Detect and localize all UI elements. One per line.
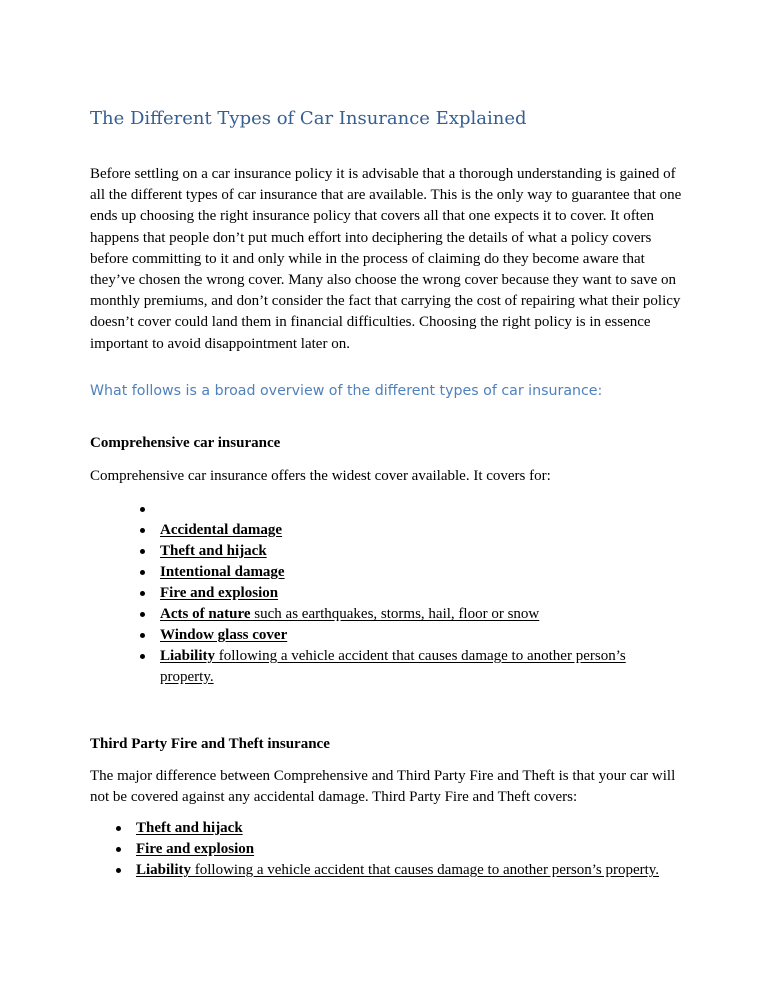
intro-paragraph: Before settling on a car insurance policy it is advisable that a thorough understanding is gained of all the different types of car insurance that are available. This is the only way to guarantee that one ends up choosing the right insurance policy that covers all that one expects it to cover. It often happens that people don’t put much effort into deciphering the details of what a policy covers before committing to it and only while in the process of claiming do they become aware that they’ve chosen the wrong cover. Many also choose the wrong cover because they want to save on monthly premiums, and don’t consider the fact that carrying the cost of repairing what their policy doesn’t cover could land them in financial difficulties. Choosing the right policy is in essence important to avoid disappointment later on.	[90, 166, 682, 352]
item-key: Fire and explosion	[136, 841, 255, 857]
list-item	[138, 499, 638, 520]
list-item-text	[160, 522, 282, 538]
item-key: Liability	[160, 648, 216, 664]
bullet-icon	[140, 507, 145, 512]
item-key: Accidental damage	[160, 522, 283, 538]
list-item-text	[160, 564, 285, 580]
list-item	[114, 839, 674, 860]
comprehensive-text: Comprehensive car insurance offers the widest cover available. It covers for:	[90, 468, 551, 484]
bullet-icon	[140, 528, 145, 533]
item-key: Theft and hijack	[160, 543, 267, 559]
bullet-icon	[140, 591, 145, 596]
comprehensive-cover-list	[138, 499, 638, 688]
list-item	[138, 625, 638, 646]
bullet-icon	[140, 570, 145, 575]
item-rest: following a vehicle accident that causes damage to another person’s property.	[160, 648, 626, 685]
item-key: Intentional damage	[160, 564, 285, 580]
list-item-text	[136, 862, 659, 878]
bullet-icon	[140, 612, 145, 617]
item-key: Theft and hijack	[136, 820, 243, 836]
list-item	[138, 520, 638, 541]
list-item	[114, 818, 674, 839]
list-item	[114, 860, 674, 881]
bullet-icon	[116, 826, 121, 831]
bullet-icon	[140, 654, 145, 659]
list-item-text	[136, 820, 243, 836]
comprehensive-heading: Comprehensive car insurance	[90, 435, 281, 451]
bullet-icon	[116, 868, 121, 873]
third-party-cover-list	[114, 818, 674, 881]
third-party-text: The major difference between Comprehensive and Third Party Fire and Theft is that your car will not be covered against any accidental damage. Third Party Fire and Theft covers:	[90, 768, 676, 805]
item-rest: such as earthquakes, storms, hail, floor or snow	[250, 606, 540, 622]
list-item	[138, 583, 638, 604]
list-item-text	[160, 543, 267, 559]
third-party-heading: Third Party Fire and Theft insurance	[90, 736, 330, 752]
bullet-icon	[140, 549, 145, 554]
document-title: The Different Types of Car Insurance Explained	[90, 108, 527, 129]
list-item	[138, 646, 638, 688]
bullet-icon	[116, 847, 121, 852]
bullet-icon	[140, 633, 145, 638]
list-item-text	[160, 648, 626, 685]
item-key: Liability	[136, 862, 192, 878]
overview-heading: What follows is a broad overview of the different types of car insurance:	[90, 383, 603, 399]
list-item-text	[160, 627, 287, 643]
list-item	[138, 541, 638, 562]
list-item-text	[160, 585, 278, 601]
item-key: Window glass cover	[160, 627, 288, 643]
list-item-text	[160, 606, 539, 622]
list-item-text	[136, 841, 254, 857]
item-key: Acts of nature	[160, 606, 251, 622]
list-item	[138, 604, 638, 625]
list-item	[138, 562, 638, 583]
item-rest: following a vehicle accident that causes damage to another person’s property.	[191, 862, 660, 878]
item-key: Fire and explosion	[160, 585, 279, 601]
